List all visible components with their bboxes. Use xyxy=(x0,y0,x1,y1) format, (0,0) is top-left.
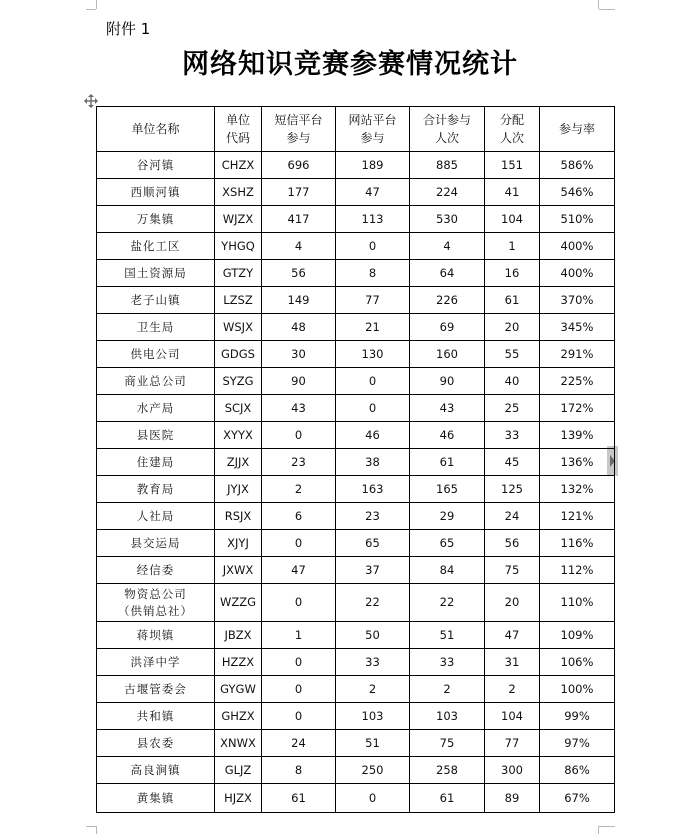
rate-cell: 86% xyxy=(540,757,615,784)
rate-cell: 110% xyxy=(540,584,615,622)
rate-cell: 97% xyxy=(540,730,615,757)
sms-cell: 1 xyxy=(262,622,336,649)
unit-code-cell: GTZY xyxy=(215,260,262,287)
unit-name-text: 商业总公司 xyxy=(124,373,187,388)
document-title: 网络知识竞赛参赛情况统计 xyxy=(182,49,518,80)
assigned-cell: 77 xyxy=(485,730,540,757)
total-cell: 4 xyxy=(410,233,485,260)
unit-name-text: 万集镇 xyxy=(136,211,175,226)
rate-cell: 546% xyxy=(540,179,615,206)
total-cell: 2 xyxy=(410,676,485,703)
unit-code-cell: JXWX xyxy=(215,557,262,584)
sms-cell: 24 xyxy=(262,730,336,757)
total-cell: 224 xyxy=(410,179,485,206)
assigned-cell: 20 xyxy=(485,314,540,341)
unit-name-text: 洪泽中学 xyxy=(130,654,181,669)
unit-name-cell xyxy=(97,557,215,584)
rate-cell: 370% xyxy=(540,287,615,314)
unit-name-cell xyxy=(97,622,215,649)
unit-name-text: 黄集镇 xyxy=(136,790,175,805)
rate-cell: 112% xyxy=(540,557,615,584)
unit-name-cell xyxy=(97,703,215,730)
column-header-text: 单位 xyxy=(225,113,250,127)
assigned-cell: 41 xyxy=(485,179,540,206)
crop-mark-top-right-h xyxy=(599,9,615,10)
rate-cell: 106% xyxy=(540,649,615,676)
rate-cell: 132% xyxy=(540,476,615,503)
total-cell: 69 xyxy=(410,314,485,341)
unit-code-cell: XJYJ xyxy=(215,530,262,557)
crop-mark-bottom-left-h xyxy=(86,826,96,827)
column-header-text: 参与 xyxy=(286,131,311,145)
assigned-cell: 33 xyxy=(485,422,540,449)
sms-cell: 696 xyxy=(262,152,336,179)
unit-name-cell xyxy=(97,233,215,260)
total-cell: 65 xyxy=(410,530,485,557)
unit-code-cell: WZZG xyxy=(215,584,262,622)
table-row xyxy=(97,476,615,503)
unit-name-cell xyxy=(97,449,215,476)
total-cell: 226 xyxy=(410,287,485,314)
assigned-cell: 89 xyxy=(485,784,540,813)
unit-code-cell: CHZX xyxy=(215,152,262,179)
unit-name-text: 高良涧镇 xyxy=(130,762,181,777)
unit-code-cell: HZZX xyxy=(215,649,262,676)
unit-code-cell: GHZX xyxy=(215,703,262,730)
unit-name-cell xyxy=(97,152,215,179)
total-cell: 43 xyxy=(410,395,485,422)
crop-mark-bottom-right-h xyxy=(599,826,615,827)
column-header-text: 人次 xyxy=(499,131,524,145)
unit-code-cell: XNWX xyxy=(215,730,262,757)
assigned-cell: 300 xyxy=(485,757,540,784)
rate-cell: 116% xyxy=(540,530,615,557)
rate-cell: 225% xyxy=(540,368,615,395)
assigned-cell: 31 xyxy=(485,649,540,676)
table-row xyxy=(97,341,615,368)
column-header-text: 短信平台 xyxy=(274,113,323,127)
assigned-cell: 20 xyxy=(485,584,540,622)
table-row xyxy=(97,287,615,314)
assigned-cell: 55 xyxy=(485,341,540,368)
total-cell: 75 xyxy=(410,730,485,757)
unit-code-cell: JYJX xyxy=(215,476,262,503)
sms-cell: 417 xyxy=(262,206,336,233)
sms-cell: 0 xyxy=(262,649,336,676)
assigned-cell: 47 xyxy=(485,622,540,649)
unit-code-cell: HJZX xyxy=(215,784,262,813)
unit-name-cell xyxy=(97,179,215,206)
table-row xyxy=(97,649,615,676)
unit-name-cell xyxy=(97,314,215,341)
assigned-cell: 16 xyxy=(485,260,540,287)
table-row xyxy=(97,503,615,530)
unit-name-cell xyxy=(97,530,215,557)
unit-name-text: 共和镇 xyxy=(136,708,175,723)
column-header-text: 合计参与 xyxy=(422,113,471,127)
unit-name-text: 卫生局 xyxy=(136,319,175,334)
table-row xyxy=(97,584,615,622)
assigned-cell: 40 xyxy=(485,368,540,395)
web-cell: 37 xyxy=(336,557,410,584)
assigned-cell: 56 xyxy=(485,530,540,557)
total-cell: 160 xyxy=(410,341,485,368)
web-cell: 33 xyxy=(336,649,410,676)
table-row xyxy=(97,557,615,584)
total-cell: 61 xyxy=(410,784,485,813)
unit-name-text: 老子山镇 xyxy=(130,292,181,307)
unit-code-cell: SYZG xyxy=(215,368,262,395)
web-cell: 65 xyxy=(336,530,410,557)
column-header-assigned-count xyxy=(485,107,540,152)
crop-mark-top-left-v xyxy=(96,0,97,9)
web-cell: 77 xyxy=(336,287,410,314)
table-row xyxy=(97,703,615,730)
rate-cell: 291% xyxy=(540,341,615,368)
column-header-sms-platform xyxy=(262,107,336,152)
total-cell: 84 xyxy=(410,557,485,584)
unit-name-text: 县交运局 xyxy=(130,535,181,550)
total-cell: 33 xyxy=(410,649,485,676)
unit-name-cell xyxy=(97,341,215,368)
total-cell: 29 xyxy=(410,503,485,530)
unit-name-cell xyxy=(97,757,215,784)
sms-cell: 6 xyxy=(262,503,336,530)
sms-cell: 30 xyxy=(262,341,336,368)
column-header-total-participation xyxy=(410,107,485,152)
total-cell: 90 xyxy=(410,368,485,395)
assigned-cell: 24 xyxy=(485,503,540,530)
crop-mark-top-right-v xyxy=(598,0,599,9)
unit-name-cell xyxy=(97,206,215,233)
sms-cell: 90 xyxy=(262,368,336,395)
rate-cell: 172% xyxy=(540,395,615,422)
web-cell: 46 xyxy=(336,422,410,449)
web-cell: 21 xyxy=(336,314,410,341)
web-cell: 51 xyxy=(336,730,410,757)
unit-code-cell: YHGQ xyxy=(215,233,262,260)
rate-cell: 586% xyxy=(540,152,615,179)
rate-cell: 510% xyxy=(540,206,615,233)
sms-cell: 0 xyxy=(262,422,336,449)
sms-cell: 149 xyxy=(262,287,336,314)
unit-name-cell xyxy=(97,676,215,703)
table-row xyxy=(97,676,615,703)
unit-code-cell: ZJJX xyxy=(215,449,262,476)
assigned-cell: 125 xyxy=(485,476,540,503)
table-row xyxy=(97,179,615,206)
table-row xyxy=(97,260,615,287)
unit-name-text: 西顺河镇 xyxy=(130,184,181,199)
sms-cell: 8 xyxy=(262,757,336,784)
web-cell: 0 xyxy=(336,395,410,422)
unit-code-cell: JBZX xyxy=(215,622,262,649)
unit-code-cell: GYGW xyxy=(215,676,262,703)
unit-name-text: 人社局 xyxy=(136,508,175,523)
assigned-cell: 61 xyxy=(485,287,540,314)
unit-name-cell xyxy=(97,395,215,422)
table-row xyxy=(97,314,615,341)
web-cell: 130 xyxy=(336,341,410,368)
rate-cell: 136% xyxy=(540,449,615,476)
total-cell: 61 xyxy=(410,449,485,476)
total-cell: 885 xyxy=(410,152,485,179)
table-row xyxy=(97,622,615,649)
column-header-text: 单位名称 xyxy=(131,122,180,136)
total-cell: 64 xyxy=(410,260,485,287)
unit-name-text: 教育局 xyxy=(136,481,175,496)
sms-cell: 0 xyxy=(262,703,336,730)
table-row xyxy=(97,784,615,813)
table-row xyxy=(97,395,615,422)
rate-cell: 139% xyxy=(540,422,615,449)
rate-cell: 99% xyxy=(540,703,615,730)
rate-cell: 67% xyxy=(540,784,615,813)
unit-name-text: 国土资源局 xyxy=(124,265,187,280)
column-header-unit-name xyxy=(97,107,215,152)
table-row xyxy=(97,449,615,476)
crop-mark-top-left-h xyxy=(86,9,96,10)
unit-code-cell: WJZX xyxy=(215,206,262,233)
unit-name-cell xyxy=(97,503,215,530)
total-cell: 258 xyxy=(410,757,485,784)
web-cell: 47 xyxy=(336,179,410,206)
crop-mark-bottom-right-v xyxy=(598,826,599,834)
rate-cell: 400% xyxy=(540,260,615,287)
sms-cell: 0 xyxy=(262,584,336,622)
column-header-web-platform xyxy=(336,107,410,152)
assigned-cell: 75 xyxy=(485,557,540,584)
assigned-cell: 1 xyxy=(485,233,540,260)
table-row xyxy=(97,152,615,179)
total-cell: 22 xyxy=(410,584,485,622)
sms-cell: 23 xyxy=(262,449,336,476)
unit-name-cell xyxy=(97,649,215,676)
unit-code-cell: RSJX xyxy=(215,503,262,530)
unit-name-text: 蒋坝镇 xyxy=(136,627,175,642)
unit-name-cell xyxy=(97,476,215,503)
table-header-row xyxy=(97,107,615,152)
unit-name-cell xyxy=(97,368,215,395)
unit-name-cell xyxy=(97,784,215,813)
total-cell: 165 xyxy=(410,476,485,503)
column-header-text: 代码 xyxy=(225,131,250,145)
unit-name-text: （供销总社） xyxy=(118,603,193,618)
unit-code-cell: GLJZ xyxy=(215,757,262,784)
unit-name-cell xyxy=(97,584,215,622)
web-cell: 103 xyxy=(336,703,410,730)
unit-name-text: 古堰管委会 xyxy=(124,681,187,696)
participation-table xyxy=(96,106,615,813)
column-header-text: 参与 xyxy=(360,131,385,145)
unit-code-cell: XSHZ xyxy=(215,179,262,206)
web-cell: 250 xyxy=(336,757,410,784)
web-cell: 0 xyxy=(336,368,410,395)
sms-cell: 2 xyxy=(262,476,336,503)
unit-name-text: 盐化工区 xyxy=(130,238,181,253)
table-row xyxy=(97,422,615,449)
web-cell: 8 xyxy=(336,260,410,287)
unit-name-text: 谷河镇 xyxy=(136,157,175,172)
unit-name-text: 水产局 xyxy=(136,400,175,415)
unit-code-cell: WSJX xyxy=(215,314,262,341)
crop-mark-bottom-left-v xyxy=(96,826,97,834)
web-cell: 2 xyxy=(336,676,410,703)
sms-cell: 0 xyxy=(262,530,336,557)
assigned-cell: 45 xyxy=(485,449,540,476)
sms-cell: 56 xyxy=(262,260,336,287)
column-header-participation-rate xyxy=(540,107,615,152)
table-row xyxy=(97,206,615,233)
column-header-unit-code xyxy=(215,107,262,152)
attachment-label: 附件 1 xyxy=(106,20,151,38)
web-cell: 0 xyxy=(336,233,410,260)
unit-code-cell: XYYX xyxy=(215,422,262,449)
column-header-text: 分配 xyxy=(499,113,524,127)
assigned-cell: 104 xyxy=(485,206,540,233)
assigned-cell: 104 xyxy=(485,703,540,730)
rate-cell: 109% xyxy=(540,622,615,649)
total-cell: 51 xyxy=(410,622,485,649)
rate-cell: 100% xyxy=(540,676,615,703)
unit-name-text: 物资总公司 xyxy=(124,586,187,601)
table-row xyxy=(97,368,615,395)
table-row xyxy=(97,233,615,260)
column-header-text: 参与率 xyxy=(558,122,595,136)
web-cell: 50 xyxy=(336,622,410,649)
unit-name-cell xyxy=(97,260,215,287)
table-row xyxy=(97,530,615,557)
web-cell: 113 xyxy=(336,206,410,233)
table-row xyxy=(97,730,615,757)
sms-cell: 0 xyxy=(262,676,336,703)
column-header-text: 网站平台 xyxy=(348,113,397,127)
assigned-cell: 2 xyxy=(485,676,540,703)
sms-cell: 48 xyxy=(262,314,336,341)
unit-name-text: 经信委 xyxy=(136,562,175,577)
column-header-text: 人次 xyxy=(434,131,459,145)
unit-name-text: 住建局 xyxy=(136,454,175,469)
total-cell: 103 xyxy=(410,703,485,730)
unit-code-cell: GDGS xyxy=(215,341,262,368)
unit-name-text: 县医院 xyxy=(136,427,175,442)
web-cell: 23 xyxy=(336,503,410,530)
sms-cell: 4 xyxy=(262,233,336,260)
unit-name-cell xyxy=(97,422,215,449)
unit-name-cell xyxy=(97,730,215,757)
table-row xyxy=(97,757,615,784)
total-cell: 46 xyxy=(410,422,485,449)
sms-cell: 61 xyxy=(262,784,336,813)
unit-code-cell: SCJX xyxy=(215,395,262,422)
sms-cell: 43 xyxy=(262,395,336,422)
sms-cell: 177 xyxy=(262,179,336,206)
sms-cell: 47 xyxy=(262,557,336,584)
assigned-cell: 151 xyxy=(485,152,540,179)
rate-cell: 345% xyxy=(540,314,615,341)
total-cell: 530 xyxy=(410,206,485,233)
unit-name-text: 供电公司 xyxy=(130,346,181,361)
rate-cell: 121% xyxy=(540,503,615,530)
unit-code-cell: LZSZ xyxy=(215,287,262,314)
unit-name-cell xyxy=(97,287,215,314)
assigned-cell: 25 xyxy=(485,395,540,422)
web-cell: 189 xyxy=(336,152,410,179)
web-cell: 163 xyxy=(336,476,410,503)
rate-cell: 400% xyxy=(540,233,615,260)
web-cell: 0 xyxy=(336,784,410,813)
web-cell: 22 xyxy=(336,584,410,622)
unit-name-text: 县农委 xyxy=(136,735,175,750)
web-cell: 38 xyxy=(336,449,410,476)
